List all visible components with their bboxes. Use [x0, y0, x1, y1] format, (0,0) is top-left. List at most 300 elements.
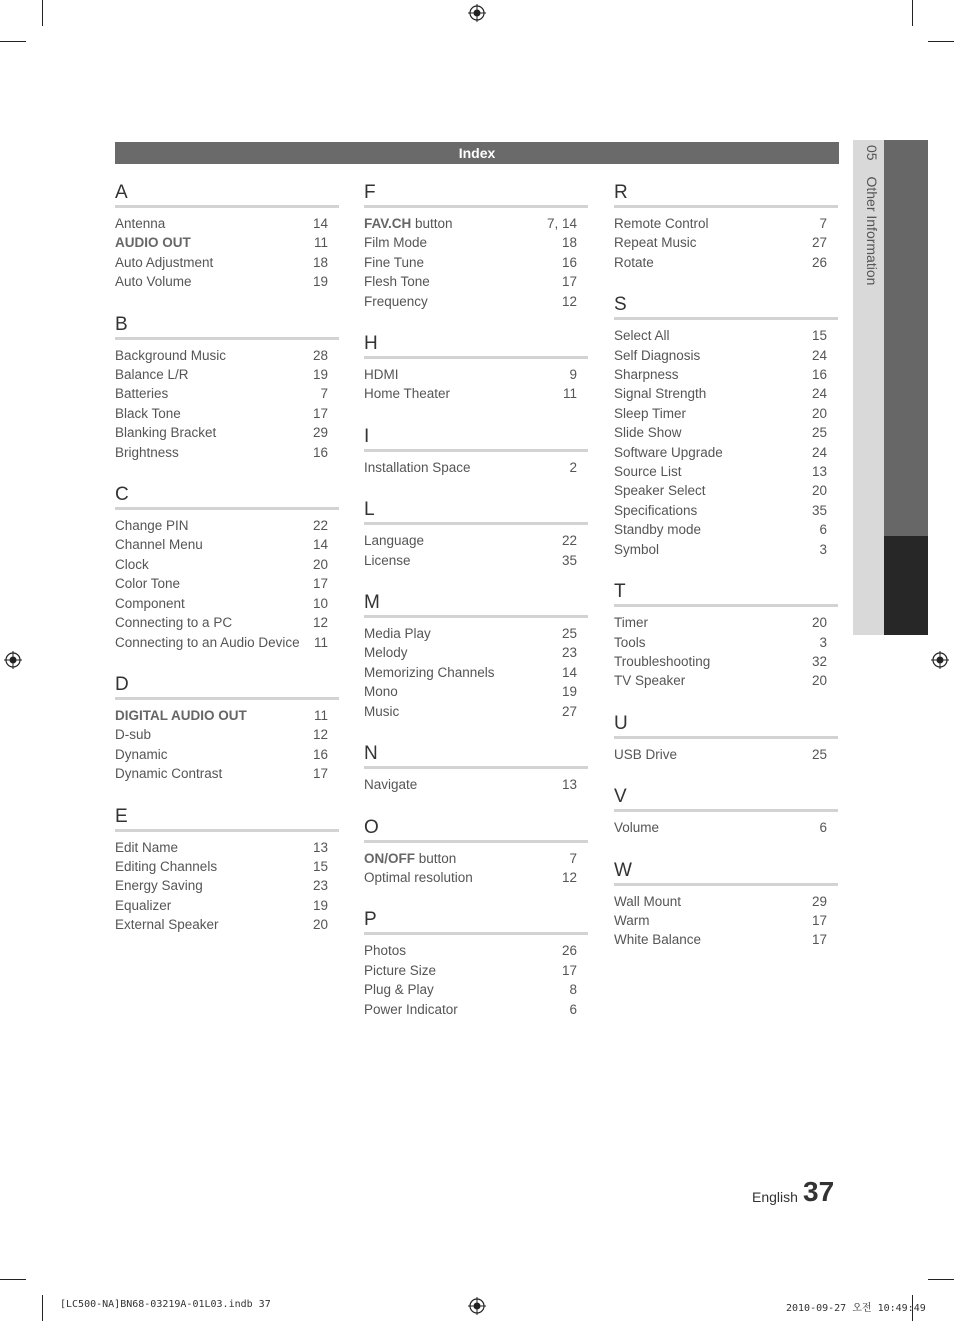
index-entry — [364, 233, 588, 252]
index-term — [614, 671, 685, 690]
index-term-suffix: button — [411, 216, 453, 231]
index-page-number: 7, 14 — [546, 216, 577, 231]
index-page-number: 11 — [313, 235, 328, 251]
index-term-text: Picture Size — [364, 962, 437, 978]
index-term-text: Black Tone — [115, 405, 181, 421]
index-entry — [115, 838, 339, 857]
index-section-c — [115, 484, 339, 652]
index-page-number: 24 — [811, 444, 827, 460]
index-page-number: 16 — [312, 746, 328, 762]
index-section-n — [364, 743, 588, 794]
index-term — [614, 253, 654, 272]
index-entry — [614, 633, 838, 652]
index-entry — [614, 520, 838, 539]
index-page-number: 3 — [819, 541, 827, 557]
index-page-number: 9 — [569, 367, 577, 383]
index-term-text: Film Mode — [364, 235, 428, 251]
index-entry — [614, 745, 838, 764]
index-entry — [115, 346, 339, 365]
index-column-2 — [364, 182, 588, 1041]
side-tab-dark-block — [884, 536, 928, 635]
index-term-text: Auto Adjustment — [115, 254, 214, 270]
index-term-text: Power Indicator — [364, 1001, 458, 1017]
index-entry — [614, 652, 838, 671]
registration-mark-icon — [4, 651, 22, 669]
index-term-text: TV Speaker — [614, 673, 686, 689]
index-term-text: Media Play — [364, 626, 431, 642]
index-page-number: 27 — [811, 235, 827, 251]
index-term — [614, 745, 677, 764]
index-term — [115, 253, 213, 272]
index-term — [614, 930, 701, 949]
index-term — [614, 818, 659, 837]
index-page-number: 22 — [312, 518, 328, 534]
index-page-number: 32 — [811, 653, 827, 669]
index-section-i — [364, 426, 588, 477]
index-entry — [364, 849, 588, 868]
index-section-p — [364, 909, 588, 1019]
index-entry — [115, 516, 339, 535]
index-entry — [115, 233, 339, 252]
index-term-text: License — [364, 552, 411, 568]
index-entry — [364, 682, 588, 701]
index-page-number: 17 — [561, 274, 577, 290]
index-term-text: Language — [364, 533, 425, 549]
index-page-number: 20 — [811, 483, 827, 499]
index-page-number: 7 — [819, 216, 827, 231]
page-number: 37 — [803, 1176, 835, 1207]
index-page-number: 11 — [313, 634, 328, 650]
index-page-number: 7 — [569, 850, 577, 866]
index-page-number: 11 — [562, 386, 577, 402]
index-term-text: Clock — [115, 556, 149, 572]
index-section-u — [614, 713, 838, 764]
index-page-number: 6 — [569, 1001, 577, 1017]
index-page-number: 19 — [561, 684, 577, 700]
index-term — [614, 214, 709, 233]
index-term — [115, 838, 178, 857]
index-page-number: 13 — [811, 464, 827, 480]
index-page-number: 22 — [561, 533, 577, 549]
index-page-number: 25 — [811, 746, 827, 762]
index-entry — [115, 384, 339, 403]
index-page-number: 24 — [811, 386, 827, 402]
index-page-number: 14 — [312, 537, 328, 553]
index-term-text: Navigate — [364, 777, 418, 793]
index-term — [115, 876, 203, 895]
index-page-number: 14 — [312, 216, 328, 231]
index-entry — [115, 365, 339, 384]
index-term — [115, 896, 171, 915]
index-term — [115, 764, 222, 783]
index-term — [115, 404, 181, 423]
index-entry — [115, 535, 339, 554]
index-section-s — [614, 294, 838, 559]
index-term — [614, 501, 697, 520]
section-letter: M — [364, 592, 588, 618]
index-term — [364, 292, 428, 311]
index-term — [364, 663, 495, 682]
index-page-number: 16 — [561, 254, 577, 270]
index-section-v — [614, 786, 838, 837]
index-term-text: Batteries — [115, 386, 169, 402]
index-term-text: Troubleshooting — [614, 653, 711, 669]
section-letter: U — [614, 713, 838, 739]
index-term-text: Balance L/R — [115, 367, 189, 383]
index-term-text: Software Upgrade — [614, 444, 723, 460]
index-term — [614, 404, 686, 423]
index-entry — [115, 214, 339, 233]
index-section-o — [364, 817, 588, 888]
section-letter: T — [614, 581, 838, 607]
index-page-number: 17 — [312, 766, 328, 782]
index-term — [364, 775, 417, 794]
index-term-text: Memorizing Channels — [364, 664, 495, 680]
footer-language: English — [752, 1189, 798, 1205]
index-term — [364, 365, 399, 384]
section-letter: V — [614, 786, 838, 812]
index-term — [115, 423, 216, 442]
index-page-number: 20 — [312, 917, 328, 933]
index-entry — [364, 1000, 588, 1019]
index-term-text: Brightness — [115, 444, 179, 460]
index-term-text: Sleep Timer — [614, 405, 687, 421]
index-entry — [614, 384, 838, 403]
index-term — [115, 214, 165, 233]
index-term-text: Channel Menu — [115, 537, 203, 553]
index-page-number: 17 — [811, 932, 827, 948]
index-page-number: 2 — [569, 459, 577, 475]
index-page-number: 35 — [561, 552, 577, 568]
section-letter: P — [364, 909, 588, 935]
index-term-text: Change PIN — [115, 518, 189, 534]
index-term — [614, 462, 682, 481]
index-page-number: 26 — [811, 254, 827, 270]
index-term — [614, 892, 681, 911]
index-term — [614, 423, 682, 442]
index-page-number: 19 — [312, 274, 328, 290]
index-entry — [614, 540, 838, 559]
index-section-f — [364, 182, 588, 311]
index-term-text: Color Tone — [115, 576, 181, 592]
index-entry — [115, 764, 339, 783]
index-term-text: Connecting to a PC — [115, 615, 233, 631]
index-page-number: 18 — [561, 235, 577, 251]
section-letter: B — [115, 314, 339, 340]
index-page-number: 28 — [312, 347, 328, 363]
index-entry — [364, 868, 588, 887]
index-term — [614, 911, 650, 930]
index-entry — [614, 462, 838, 481]
index-term — [614, 520, 701, 539]
index-page-number: 20 — [811, 673, 827, 689]
index-page-number: 15 — [811, 328, 827, 344]
index-term — [364, 458, 471, 477]
crop-mark — [0, 41, 26, 42]
index-term — [614, 540, 659, 559]
index-term — [364, 941, 406, 960]
index-page-number: 17 — [312, 405, 328, 421]
index-term — [364, 551, 411, 570]
index-page-number: 16 — [312, 444, 328, 460]
index-term-text: Energy Saving — [115, 878, 203, 894]
index-term — [364, 253, 424, 272]
index-entry — [364, 980, 588, 999]
index-page-number: 12 — [312, 615, 328, 631]
index-term-text: Melody — [364, 645, 408, 661]
crop-mark — [0, 1279, 26, 1280]
section-letter: I — [364, 426, 588, 452]
index-term-text: External Speaker — [115, 917, 219, 933]
index-term-text: Dynamic — [115, 746, 168, 762]
index-entry — [614, 911, 838, 930]
index-term-text: Equalizer — [115, 897, 172, 913]
index-term-text: Frequency — [364, 293, 428, 309]
index-entry — [364, 624, 588, 643]
index-term-text: Sharpness — [614, 367, 679, 383]
index-page-number: 20 — [811, 405, 827, 421]
index-term-text: Mono — [364, 684, 398, 700]
section-letter: L — [364, 499, 588, 525]
index-term — [614, 443, 723, 462]
index-entry — [614, 365, 838, 384]
index-term-text: Editing Channels — [115, 858, 218, 874]
index-term — [115, 725, 151, 744]
index-term-text: Self Diagnosis — [614, 347, 701, 363]
index-term — [364, 961, 436, 980]
index-entry — [614, 671, 838, 690]
registration-mark-icon — [468, 1297, 486, 1315]
index-term — [364, 702, 399, 721]
index-section-h — [364, 333, 588, 404]
index-entry — [115, 896, 339, 915]
section-letter: E — [115, 806, 339, 832]
index-page-number: 35 — [811, 502, 827, 518]
page-title: Index — [115, 142, 839, 164]
index-term — [115, 555, 149, 574]
index-term-text: Speaker Select — [614, 483, 706, 499]
index-term — [115, 233, 191, 252]
index-page-number: 7 — [320, 386, 328, 402]
index-entry — [115, 555, 339, 574]
section-letter: W — [614, 860, 838, 886]
index-term-text: Flesh Tone — [364, 274, 430, 290]
index-page-number: 20 — [312, 556, 328, 572]
index-section-l — [364, 499, 588, 570]
index-term-text: FAV.CH — [364, 216, 412, 231]
index-page-number: 14 — [561, 664, 577, 680]
index-term — [115, 365, 189, 384]
side-tab-gray-block — [884, 140, 928, 536]
index-term — [364, 643, 408, 662]
index-term-text: Antenna — [115, 216, 166, 231]
index-page-number: 6 — [819, 522, 827, 538]
index-page-number: 17 — [312, 576, 328, 592]
index-term-text: Timer — [614, 615, 648, 631]
index-page-number: 26 — [561, 943, 577, 959]
index-entry — [115, 253, 339, 272]
crop-mark — [928, 1279, 954, 1280]
index-entry — [364, 214, 588, 233]
section-letter: N — [364, 743, 588, 769]
index-entry — [364, 253, 588, 272]
index-entry — [614, 404, 838, 423]
index-term-text: Specifications — [614, 502, 698, 518]
index-entry — [115, 423, 339, 442]
index-term-text: Wall Mount — [614, 893, 682, 909]
index-column-3 — [614, 182, 838, 972]
index-term — [364, 531, 424, 550]
index-term — [614, 652, 710, 671]
index-entry — [614, 892, 838, 911]
index-entry — [614, 233, 838, 252]
index-term-text: Installation Space — [364, 459, 471, 475]
index-page-number: 19 — [312, 897, 328, 913]
index-page-number: 18 — [312, 254, 328, 270]
index-term-text: Home Theater — [364, 386, 451, 402]
index-term-text: Blanking Bracket — [115, 425, 217, 441]
index-entry — [614, 501, 838, 520]
index-term — [364, 214, 453, 233]
index-page-number: 23 — [312, 878, 328, 894]
print-slug-file: [LC500-NA]BN68-03219A-01L03.indb 37 — [60, 1299, 271, 1310]
index-section-b — [115, 314, 339, 462]
chapter-tab-label — [858, 145, 880, 445]
index-entry — [614, 326, 838, 345]
index-entry — [115, 574, 339, 593]
index-term — [614, 326, 670, 345]
index-section-w — [614, 860, 838, 950]
index-term — [614, 613, 648, 632]
index-term-text: Dynamic Contrast — [115, 766, 223, 782]
index-page-number: 13 — [312, 839, 328, 855]
index-page-number: 16 — [811, 367, 827, 383]
index-page-number: 25 — [561, 626, 577, 642]
index-page-number: 11 — [313, 707, 328, 723]
index-entry — [364, 272, 588, 291]
index-entry — [364, 643, 588, 662]
index-term-text: Signal Strength — [614, 386, 707, 402]
crop-mark — [42, 0, 43, 26]
index-term — [364, 1000, 458, 1019]
index-entry — [115, 745, 339, 764]
index-term-text: HDMI — [364, 367, 399, 383]
index-term — [115, 745, 168, 764]
index-term — [115, 346, 226, 365]
index-entry — [115, 633, 339, 652]
index-term — [115, 516, 189, 535]
index-term-text: USB Drive — [614, 746, 678, 762]
index-term — [115, 706, 247, 725]
index-page-number: 6 — [819, 820, 827, 836]
registration-mark-icon — [931, 651, 949, 669]
index-term — [115, 613, 232, 632]
index-term-text: Warm — [614, 912, 650, 928]
index-term-text: Symbol — [614, 541, 660, 557]
index-term — [364, 682, 398, 701]
index-entry — [364, 961, 588, 980]
index-column-1 — [115, 182, 339, 957]
index-entry — [115, 876, 339, 895]
index-term — [115, 633, 300, 652]
section-letter: H — [364, 333, 588, 359]
index-entry — [115, 404, 339, 423]
index-term — [115, 535, 203, 554]
section-letter: D — [115, 674, 339, 700]
index-page-number: 13 — [561, 777, 577, 793]
section-letter: A — [115, 182, 339, 208]
index-entry — [364, 941, 588, 960]
index-entry — [115, 443, 339, 462]
index-entry — [614, 346, 838, 365]
index-term — [115, 574, 180, 593]
index-page-number: 20 — [811, 615, 827, 631]
index-entry — [115, 725, 339, 744]
index-term-text: AUDIO OUT — [115, 235, 191, 251]
index-entry — [364, 458, 588, 477]
index-term-text: Plug & Play — [364, 982, 434, 998]
index-entry — [614, 818, 838, 837]
index-term — [364, 233, 427, 252]
index-term-text: Music — [364, 703, 400, 719]
index-entry — [364, 531, 588, 550]
index-entry — [115, 857, 339, 876]
index-term-text: D-sub — [115, 727, 152, 743]
index-entry — [364, 551, 588, 570]
index-term-text: Standby mode — [614, 522, 702, 538]
index-term-text: Slide Show — [614, 425, 682, 441]
section-letter: O — [364, 817, 588, 843]
index-term — [364, 849, 456, 868]
index-entry — [614, 423, 838, 442]
index-term-text: Repeat Music — [614, 235, 697, 251]
index-entry — [364, 775, 588, 794]
index-term — [614, 233, 697, 252]
index-term-text: White Balance — [614, 932, 702, 948]
crop-mark — [912, 0, 913, 26]
index-entry — [115, 915, 339, 934]
index-entry — [115, 706, 339, 725]
index-page-number: 10 — [312, 595, 328, 611]
index-entry — [115, 594, 339, 613]
index-term-text: DIGITAL AUDIO OUT — [115, 707, 247, 723]
index-term-text: Source List — [614, 464, 682, 480]
index-entry — [614, 930, 838, 949]
index-term-text: Rotate — [614, 254, 654, 270]
index-entry — [614, 481, 838, 500]
index-section-r — [614, 182, 838, 272]
index-term-text: Tools — [614, 634, 646, 650]
index-entry — [115, 613, 339, 632]
index-term — [614, 481, 706, 500]
index-term — [364, 272, 430, 291]
index-entry — [115, 272, 339, 291]
index-section-t — [614, 581, 838, 691]
index-entry — [364, 663, 588, 682]
index-term — [614, 346, 700, 365]
index-page-number: 27 — [561, 703, 577, 719]
index-page-number: 24 — [811, 347, 827, 363]
index-entry — [614, 443, 838, 462]
index-term — [115, 384, 168, 403]
index-page-number: 15 — [312, 858, 328, 874]
index-term — [115, 857, 217, 876]
index-term — [364, 868, 473, 887]
index-term — [115, 594, 185, 613]
index-entry — [364, 365, 588, 384]
index-section-d — [115, 674, 339, 784]
index-term-text: Optimal resolution — [364, 869, 473, 885]
